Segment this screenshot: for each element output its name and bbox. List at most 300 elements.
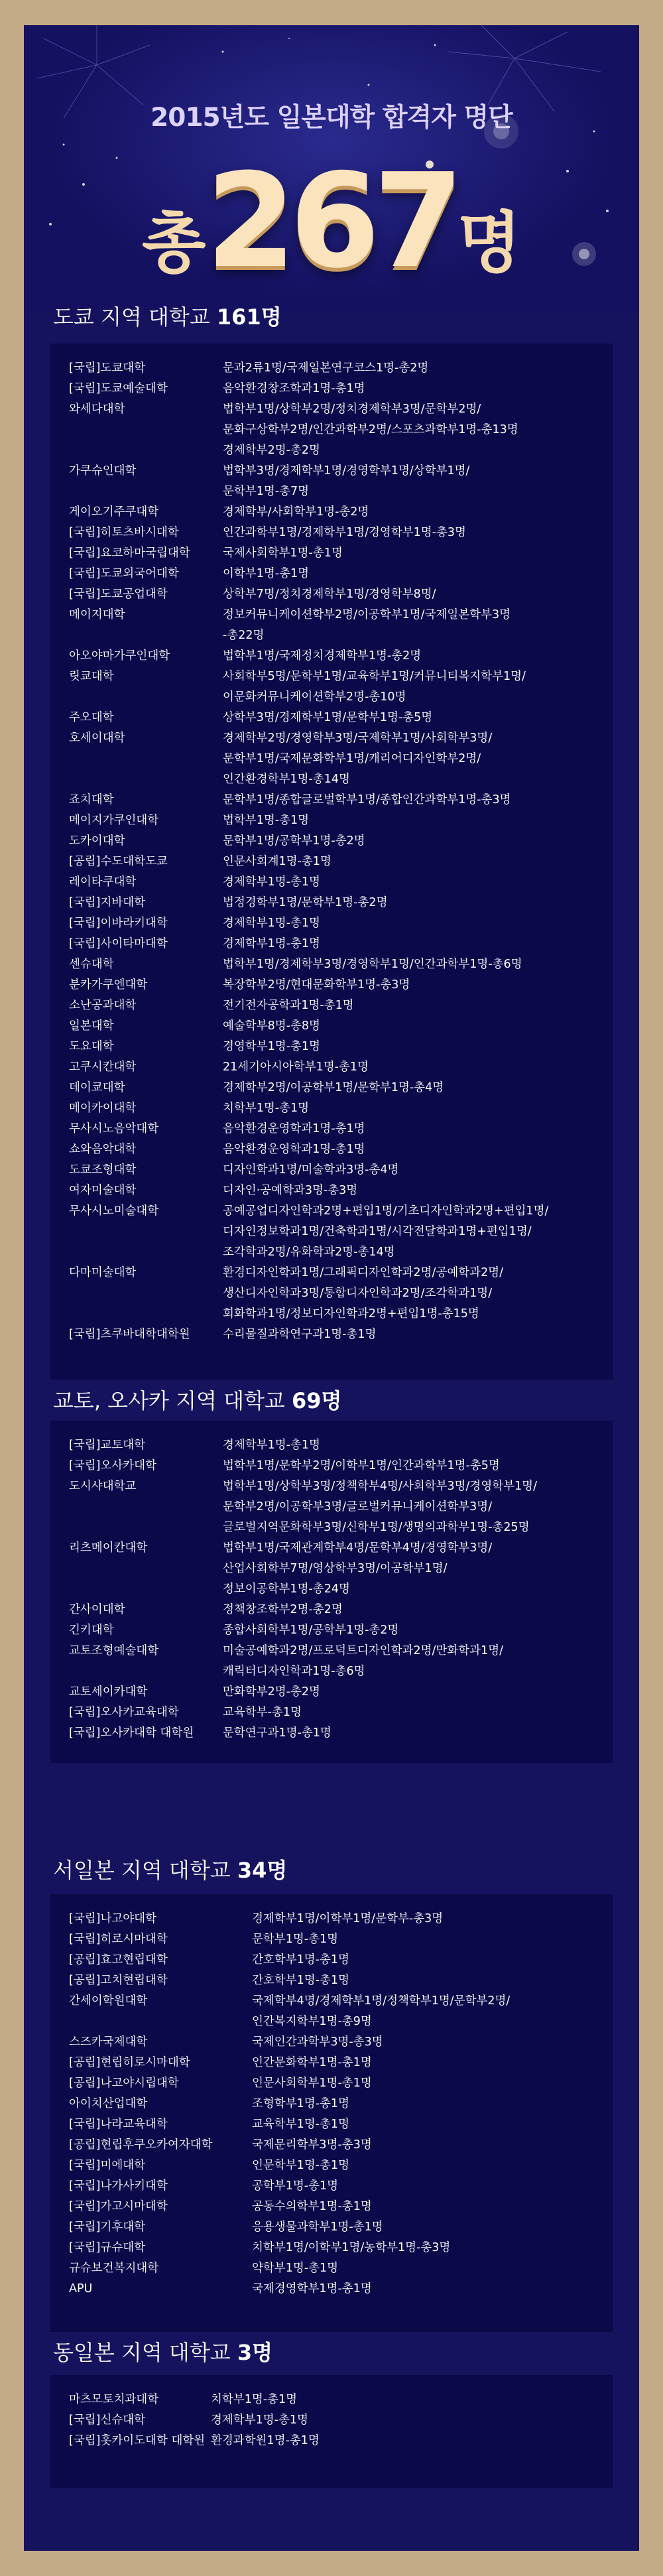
detail-line: 법학부1명/국제관계학부4명/문학부4명/경영학부3명/ bbox=[223, 1541, 493, 1555]
list-item bbox=[69, 1181, 599, 1201]
list-item bbox=[69, 2238, 599, 2258]
detail-line: 경제학부1명-총1명 bbox=[223, 875, 320, 889]
list-item bbox=[69, 893, 599, 913]
list-item bbox=[69, 2390, 599, 2410]
list-item bbox=[69, 502, 599, 523]
university-name: 다마미술대학 bbox=[69, 1266, 137, 1279]
university-name: 무사시노음악대학 bbox=[69, 1122, 159, 1135]
detail-line: 인간환경학부1명-총14명 bbox=[223, 773, 350, 786]
detail-line: 응용생물과학부1명-총1명 bbox=[252, 2221, 383, 2234]
university-name: [국립]오사카대학 bbox=[69, 1459, 156, 1472]
list-item bbox=[69, 2176, 599, 2197]
detail-line: 상학부3명/경제학부1명/문학부1명-총5명 bbox=[223, 711, 433, 724]
detail-line: 미술공예학과2명/프로덕트디자인학과2명/만화학과1명/ bbox=[223, 1644, 503, 1657]
detail-line: 문학부1명/종합글로벌학부1명/종합인간과학부1명-총3명 bbox=[223, 793, 511, 806]
university-name: [국립]히토츠바시대학 bbox=[69, 526, 179, 539]
list-item bbox=[69, 1620, 599, 1641]
detail-line: 상학부7명/정치경제학부1명/경영학부8명/ bbox=[223, 588, 436, 601]
section-count: 3명 bbox=[237, 2340, 272, 2365]
university-name: [공립]현립히로시마대학 bbox=[69, 2056, 190, 2069]
admission-details bbox=[252, 1950, 599, 1970]
list-item bbox=[69, 605, 599, 646]
university-name: 게이오기주쿠대학 bbox=[69, 505, 159, 519]
university-name: 스즈카국제대학 bbox=[69, 2035, 148, 2049]
list-item bbox=[69, 2073, 599, 2094]
list-item bbox=[69, 1476, 599, 1538]
detail-line: 산업사회학부7명/영상학부3명/이공학부1명/ bbox=[223, 1562, 448, 1575]
university-name: 일본대학 bbox=[69, 1019, 114, 1033]
list-item bbox=[69, 1600, 599, 1620]
detail-line: 캐릭터디자인학과1명-총6명 bbox=[223, 1665, 365, 1678]
university-name: [국립]도쿄외국어대학 bbox=[69, 567, 179, 580]
detail-line: 문학부1명-총7명 bbox=[223, 485, 310, 498]
university-name: 메이카이대학 bbox=[69, 1102, 137, 1115]
admission-details bbox=[223, 996, 599, 1016]
list-item bbox=[69, 790, 599, 810]
university-name: 간사이대학 bbox=[69, 1603, 125, 1616]
admission-details bbox=[223, 708, 599, 728]
university-name: [국립]미에대학 bbox=[69, 2159, 146, 2172]
detail-line: 경제학부1명-총1명 bbox=[223, 937, 320, 950]
detail-line: 문학연구과1명-총1명 bbox=[223, 1726, 332, 1740]
detail-line: 인문사회학부1명-총1명 bbox=[252, 2077, 372, 2090]
university-name: 도카이대학 bbox=[69, 834, 125, 848]
university-name: 호세이대학 bbox=[69, 732, 125, 745]
admission-details bbox=[223, 810, 599, 831]
detail-line: 경제학부1명-총1명 bbox=[211, 2414, 308, 2427]
admission-details bbox=[223, 667, 599, 708]
detail-line: 경제학부2명/이공학부1명/문학부1명-총4명 bbox=[223, 1081, 444, 1094]
list-item bbox=[69, 2114, 599, 2135]
detail-line: 사회학부5명/문학부1명/교육학부1명/커뮤니티복지학부1명/ bbox=[223, 670, 526, 683]
detail-line: 간호학부1명-총1명 bbox=[252, 1974, 349, 1987]
university-name: 도요대학 bbox=[69, 1040, 114, 1053]
admission-details bbox=[211, 2431, 599, 2451]
list-item bbox=[69, 523, 599, 543]
university-name: 메이지대학 bbox=[69, 608, 125, 621]
university-name: [국립]교토대학 bbox=[69, 1439, 146, 1452]
university-name: 도쿄조형대학 bbox=[69, 1163, 137, 1177]
university-name: 긴키대학 bbox=[69, 1624, 114, 1637]
university-name: 와세다대학 bbox=[69, 403, 125, 416]
detail-line: 인문사회계1명-총1명 bbox=[223, 855, 332, 868]
detail-line: 종합사회학부1명/공학부1명-총2명 bbox=[223, 1624, 399, 1637]
detail-line: 국제인간과학부3명-총3명 bbox=[252, 2035, 383, 2049]
list-item bbox=[69, 1456, 599, 1476]
poster bbox=[24, 25, 639, 2551]
detail-line: 법학부3명/경제학부1명/경영학부1명/상학부1명/ bbox=[223, 464, 470, 478]
list-item bbox=[69, 358, 599, 379]
list-item bbox=[69, 1037, 599, 1057]
total-number: 267 bbox=[206, 146, 457, 297]
university-name: 아이치산업대학 bbox=[69, 2097, 148, 2110]
university-name: 데이쿄대학 bbox=[69, 1081, 125, 1094]
university-name: 분카가쿠엔대학 bbox=[69, 978, 148, 992]
detail-line: 만화학부2명-총2명 bbox=[223, 1685, 320, 1699]
detail-line: 문학부1명/공학부1명-총2명 bbox=[223, 834, 365, 848]
list-item bbox=[69, 667, 599, 708]
university-list-panel bbox=[50, 1421, 613, 1763]
university-name: 쇼와음악대학 bbox=[69, 1143, 137, 1156]
list-item bbox=[69, 1703, 599, 1723]
admission-details bbox=[252, 1970, 599, 1991]
admission-details bbox=[223, 1078, 599, 1098]
list-item bbox=[69, 2094, 599, 2114]
detail-line: 법학부1명/경제학부3명/경영학부1명/인간과학부1명-총6명 bbox=[223, 958, 522, 971]
section-title bbox=[53, 2337, 272, 2368]
list-item bbox=[69, 1641, 599, 1682]
university-name: 고쿠시칸대학 bbox=[69, 1061, 137, 1074]
admission-details bbox=[252, 2073, 599, 2094]
detail-line: 경제학부1명-총1명 bbox=[223, 1439, 320, 1452]
university-name: 주오대학 bbox=[69, 711, 114, 724]
university-list-panel bbox=[50, 2375, 613, 2488]
university-name: [국립]가고시마대학 bbox=[69, 2200, 168, 2213]
admission-details bbox=[223, 1476, 599, 1538]
list-item bbox=[69, 934, 599, 954]
hero-total bbox=[24, 146, 639, 297]
list-item bbox=[69, 2279, 599, 2299]
detail-line: 경제학부1명-총1명 bbox=[223, 917, 320, 930]
admission-details bbox=[252, 2176, 599, 2197]
admission-details bbox=[223, 954, 599, 975]
section-count: 34명 bbox=[237, 1858, 288, 1883]
detail-line: 국제사회학부1명-총1명 bbox=[223, 547, 343, 560]
hero-banner bbox=[24, 25, 639, 313]
university-list-panel bbox=[50, 344, 613, 1380]
admission-details bbox=[223, 1324, 599, 1345]
admission-details bbox=[223, 790, 599, 810]
university-name: 교토조형예술대학 bbox=[69, 1644, 159, 1657]
detail-line: 법학부1명-총1명 bbox=[223, 814, 310, 827]
admission-details bbox=[252, 2135, 599, 2156]
list-item bbox=[69, 810, 599, 831]
list-item bbox=[69, 708, 599, 728]
list-item bbox=[69, 1909, 599, 1929]
section-count: 161명 bbox=[216, 304, 282, 330]
admission-details bbox=[223, 1703, 599, 1723]
total-suffix: 명 bbox=[457, 204, 522, 282]
admission-details bbox=[223, 1181, 599, 1201]
admission-details bbox=[223, 893, 599, 913]
list-item bbox=[69, 913, 599, 934]
university-name: 죠치대학 bbox=[69, 793, 114, 806]
detail-line: 전기전자공학과1명-총1명 bbox=[223, 999, 354, 1012]
admission-details bbox=[223, 728, 599, 790]
list-item bbox=[69, 399, 599, 461]
list-item bbox=[69, 1929, 599, 1950]
university-name: APU bbox=[69, 2282, 93, 2295]
list-item bbox=[69, 1723, 599, 1744]
admission-details bbox=[223, 605, 599, 646]
detail-line: 이문화커뮤니케이션학부2명-총10명 bbox=[223, 690, 406, 704]
admission-details bbox=[223, 1538, 599, 1600]
detail-line: 치학부1명-총1명 bbox=[211, 2393, 298, 2406]
detail-line: 법학부1명/문학부2명/이학부1명/인간과학부1명-총5명 bbox=[223, 1459, 500, 1472]
list-item bbox=[69, 1160, 599, 1181]
list-item bbox=[69, 831, 599, 852]
admission-details bbox=[252, 2032, 599, 2053]
detail-line: 국제경영학부1명-총1명 bbox=[252, 2282, 372, 2295]
university-name: 소난공과대학 bbox=[69, 999, 137, 1012]
admission-details bbox=[223, 399, 599, 461]
university-name: 메이지가쿠인대학 bbox=[69, 814, 159, 827]
detail-line: 경제학부1명/이학부1명/문학부-총3명 bbox=[252, 1912, 444, 1925]
list-item bbox=[69, 1970, 599, 1991]
list-item bbox=[69, 1324, 599, 1345]
admission-details bbox=[252, 2197, 599, 2217]
list-item bbox=[69, 2032, 599, 2053]
list-item bbox=[69, 1098, 599, 1119]
university-name: 간세이학원대학 bbox=[69, 1994, 148, 2008]
admission-details bbox=[223, 934, 599, 954]
university-name: [국립]오사카대학 대학원 bbox=[69, 1726, 194, 1740]
list-item bbox=[69, 872, 599, 893]
admission-details bbox=[223, 1016, 599, 1037]
university-name: 여자미술대학 bbox=[69, 1184, 137, 1197]
admission-details bbox=[252, 1909, 599, 1929]
list-item bbox=[69, 975, 599, 996]
admission-details bbox=[252, 2258, 599, 2279]
detail-line: 문학부1명/국제문화학부1명/캐리어디자인학부2명/ bbox=[223, 752, 481, 765]
admission-details bbox=[223, 1456, 599, 1476]
university-name: 가쿠슈인대학 bbox=[69, 464, 137, 478]
detail-line: 공학부1명-총1명 bbox=[252, 2179, 339, 2193]
detail-line: 국제학부4명/경제학부1명/정책학부1명/문학부2명/ bbox=[252, 1994, 511, 2008]
detail-line: 인간과학부1명/경제학부1명/경영학부1명-총3명 bbox=[223, 526, 466, 539]
admission-details bbox=[252, 2238, 599, 2258]
detail-line: 인간복지학부1명-총9명 bbox=[252, 2015, 372, 2028]
list-item bbox=[69, 1139, 599, 1160]
admission-details bbox=[223, 1620, 599, 1641]
admission-details bbox=[223, 1201, 599, 1263]
list-item bbox=[69, 954, 599, 975]
university-name: [공립]현립후쿠오카여자대학 bbox=[69, 2138, 213, 2152]
list-item bbox=[69, 646, 599, 667]
admission-details bbox=[223, 852, 599, 872]
section-title bbox=[53, 301, 282, 333]
detail-line: 경제학부/사회학부1명-총2명 bbox=[223, 505, 369, 519]
detail-line: 경제학부2명-총2명 bbox=[223, 444, 320, 457]
university-name: [국립]도쿄공업대학 bbox=[69, 588, 168, 601]
list-item bbox=[69, 1057, 599, 1078]
detail-line: 회화학과1명/정보디자인학과2명+편입1명-총15명 bbox=[223, 1307, 479, 1320]
admission-details bbox=[223, 872, 599, 893]
admission-details bbox=[223, 523, 599, 543]
detail-line: 문학부2명/이공학부3명/글로벌커뮤니케이션학부3명/ bbox=[223, 1500, 493, 1513]
detail-line: 법학부1명/상학부3명/정책학부4명/사회학부3명/경영학부1명/ bbox=[223, 1480, 537, 1493]
detail-line: 법학부1명/국제정치경제학부1명-총2명 bbox=[223, 649, 422, 663]
university-name: [국립]오사카교육대학 bbox=[69, 1706, 179, 1719]
admission-details bbox=[223, 543, 599, 564]
detail-line: 문과2류1명/국제일본연구코스1명-총2명 bbox=[223, 361, 429, 375]
admission-details bbox=[252, 2156, 599, 2176]
section-title-text: 동일본 지역 대학교 bbox=[53, 2340, 237, 2365]
detail-line: 경제학부2명/경영학부3명/국제학부1명/사회학부3명/ bbox=[223, 732, 493, 745]
university-name: [국립]나라교육대학 bbox=[69, 2118, 168, 2131]
detail-line: 환경과학원1명-총1명 bbox=[211, 2434, 320, 2447]
admission-details bbox=[223, 584, 599, 605]
university-name: [국립]도쿄예술대학 bbox=[69, 382, 168, 395]
admission-details bbox=[252, 2279, 599, 2299]
detail-line: 정보이공학부1명-총24명 bbox=[223, 1582, 350, 1596]
detail-line: 음악환경운영학과1명-총1명 bbox=[223, 1143, 365, 1156]
admission-details bbox=[223, 1641, 599, 1682]
detail-line: 정책창조학부2명-총2명 bbox=[223, 1603, 343, 1616]
detail-line: 약학부1명-총1명 bbox=[252, 2262, 339, 2275]
university-name: 교토세이카대학 bbox=[69, 1685, 148, 1699]
detail-line: 복장학부2명/현대문화학부1명-총3명 bbox=[223, 978, 410, 992]
university-name: [국립]지바대학 bbox=[69, 896, 146, 909]
admission-details bbox=[223, 1037, 599, 1057]
university-name: [국립]나고야대학 bbox=[69, 1912, 156, 1925]
section-title-text: 교토, 오사카 지역 대학교 bbox=[53, 1388, 292, 1413]
list-item bbox=[69, 1201, 599, 1263]
university-name: [국립]히로시마대학 bbox=[69, 1933, 168, 1946]
admission-details bbox=[223, 1682, 599, 1703]
university-name: [국립]도쿄대학 bbox=[69, 361, 146, 375]
admission-details bbox=[223, 975, 599, 996]
detail-line: 국제문리학부3명-총3명 bbox=[252, 2138, 372, 2152]
detail-line: 예술학부8명-총8명 bbox=[223, 1019, 320, 1033]
university-name: [국립]이바라키대학 bbox=[69, 917, 168, 930]
admission-details bbox=[223, 913, 599, 934]
university-name: [공립]나고야시립대학 bbox=[69, 2077, 179, 2090]
detail-line: 조형학부1명-총1명 bbox=[252, 2097, 349, 2110]
university-name: 아오야마가쿠인대학 bbox=[69, 649, 170, 663]
admission-details bbox=[223, 1600, 599, 1620]
list-item bbox=[69, 2135, 599, 2156]
detail-line: -총22명 bbox=[223, 629, 265, 642]
university-name: [국립]츠쿠바대학대학원 bbox=[69, 1328, 190, 1341]
list-item bbox=[69, 584, 599, 605]
list-item bbox=[69, 2258, 599, 2279]
list-item bbox=[69, 2217, 599, 2238]
section-count: 69명 bbox=[291, 1388, 342, 1413]
admission-details bbox=[252, 2053, 599, 2073]
list-item bbox=[69, 2431, 599, 2451]
list-item bbox=[69, 2410, 599, 2431]
list-item bbox=[69, 461, 599, 502]
list-item bbox=[69, 2156, 599, 2176]
list-item bbox=[69, 379, 599, 399]
admission-details bbox=[223, 1263, 599, 1324]
admission-details bbox=[223, 1435, 599, 1456]
university-list-panel bbox=[50, 1894, 613, 2332]
list-item bbox=[69, 1991, 599, 2032]
detail-line: 경영학부1명-총1명 bbox=[223, 1040, 320, 1053]
detail-line: 디자인정보학과1명/건축학과1명/시각전달학과1명+편입1명/ bbox=[223, 1225, 532, 1238]
list-item bbox=[69, 1016, 599, 1037]
section-title bbox=[53, 1385, 341, 1417]
university-name: [공립]고치현립대학 bbox=[69, 1974, 168, 1987]
admission-details bbox=[223, 646, 599, 667]
detail-line: 공예공업디자인학과2명+편입1명/기초디자인학과2명+편입1명/ bbox=[223, 1204, 549, 1218]
detail-line: 치학부1명/이학부1명/농학부1명-총3명 bbox=[252, 2241, 451, 2254]
university-name: [공립]수도대학도쿄 bbox=[69, 855, 168, 868]
detail-line: 문학부1명-총1명 bbox=[252, 1933, 339, 1946]
section-title-text: 서일본 지역 대학교 bbox=[53, 1858, 237, 1883]
admission-details bbox=[223, 1160, 599, 1181]
admission-details bbox=[223, 564, 599, 584]
detail-line: 치학부1명-총1명 bbox=[223, 1102, 310, 1115]
detail-line: 환경디자인학과1명/그래픽디자인학과2명/공예학과2명/ bbox=[223, 1266, 503, 1279]
admission-details bbox=[223, 461, 599, 502]
university-name: 센슈대학 bbox=[69, 958, 114, 971]
university-name: [국립]사이타마대학 bbox=[69, 937, 168, 950]
detail-line: 간호학부1명-총1명 bbox=[252, 1953, 349, 1966]
list-item bbox=[69, 728, 599, 790]
detail-line: 교육학부1명-총1명 bbox=[252, 2118, 349, 2131]
detail-line: 글로벌지역문화학부3명/신학부1명/생명의과학부1명-총25명 bbox=[223, 1521, 530, 1534]
detail-line: 법학부1명/상학부2명/정치경제학부3명/문학부2명/ bbox=[223, 403, 481, 416]
section-title bbox=[53, 1854, 287, 1886]
university-name: [국립]기후대학 bbox=[69, 2221, 146, 2234]
detail-line: 음악환경운영학과1명-총1명 bbox=[223, 1122, 365, 1135]
admission-details bbox=[211, 2410, 599, 2431]
admission-details bbox=[252, 1991, 599, 2032]
detail-line: 수리물질과학연구과1명-총1명 bbox=[223, 1328, 377, 1341]
list-item bbox=[69, 1435, 599, 1456]
detail-line: 법정경학부1명/문학부1명-총2명 bbox=[223, 896, 388, 909]
university-name: [국립]신슈대학 bbox=[69, 2414, 146, 2427]
detail-line: 조각학과2명/유화학과2명-총14명 bbox=[223, 1246, 395, 1259]
university-name: [국립]나가사키대학 bbox=[69, 2179, 168, 2193]
detail-line: 디자인학과1명/미술학과3명-총4명 bbox=[223, 1163, 399, 1177]
university-name: 도시샤대학교 bbox=[69, 1480, 137, 1493]
detail-line: 정보커뮤니케이션학부2명/이공학부1명/국제일본학부3명 bbox=[223, 608, 511, 621]
list-item bbox=[69, 996, 599, 1016]
list-item bbox=[69, 1682, 599, 1703]
detail-line: 인문학부1명-총1명 bbox=[252, 2159, 349, 2172]
admission-details bbox=[223, 1098, 599, 1119]
university-name: 규슈보건복지대학 bbox=[69, 2262, 159, 2275]
list-item bbox=[69, 1950, 599, 1970]
detail-line: 음악환경창조학과1명-총1명 bbox=[223, 382, 365, 395]
list-item bbox=[69, 564, 599, 584]
detail-line: 이학부1명-총1명 bbox=[223, 567, 310, 580]
detail-line: 문화구상학부2명/인간과학부2명/스포츠과학부1명-총13명 bbox=[223, 423, 518, 436]
list-item bbox=[69, 2197, 599, 2217]
section-title-text: 도쿄 지역 대학교 bbox=[53, 304, 217, 330]
detail-line: 21세기아시아학부1명-총1명 bbox=[223, 1061, 369, 1074]
university-name: 리츠메이칸대학 bbox=[69, 1541, 148, 1555]
admission-details bbox=[223, 358, 599, 379]
university-name: 레이타쿠대학 bbox=[69, 875, 137, 889]
detail-line: 인간문화학부1명-총1명 bbox=[252, 2056, 372, 2069]
university-name: [국립]규슈대학 bbox=[69, 2241, 146, 2254]
detail-line: 디자인·공예학과3명-총3명 bbox=[223, 1184, 358, 1197]
admission-details bbox=[223, 379, 599, 399]
admission-details bbox=[223, 1723, 599, 1744]
university-name: [국립]요코하마국립대학 bbox=[69, 547, 190, 560]
list-item bbox=[69, 1538, 599, 1600]
university-name: [공립]효고현립대학 bbox=[69, 1953, 168, 1966]
university-name: [국립]홋카이도대학 대학원 bbox=[69, 2434, 206, 2447]
university-name: 릿쿄대학 bbox=[69, 670, 114, 683]
detail-line: 교육학부-총1명 bbox=[223, 1706, 302, 1719]
admission-details bbox=[252, 1929, 599, 1950]
list-item bbox=[69, 1119, 599, 1139]
admission-details bbox=[223, 502, 599, 523]
hero-subtitle: 2015년도 일본대학 합격자 명단 bbox=[151, 103, 512, 133]
admission-details bbox=[223, 1057, 599, 1078]
list-item bbox=[69, 852, 599, 872]
admission-details bbox=[252, 2217, 599, 2238]
total-prefix: 총 bbox=[141, 204, 206, 282]
admission-details bbox=[223, 831, 599, 852]
admission-details bbox=[252, 2114, 599, 2135]
